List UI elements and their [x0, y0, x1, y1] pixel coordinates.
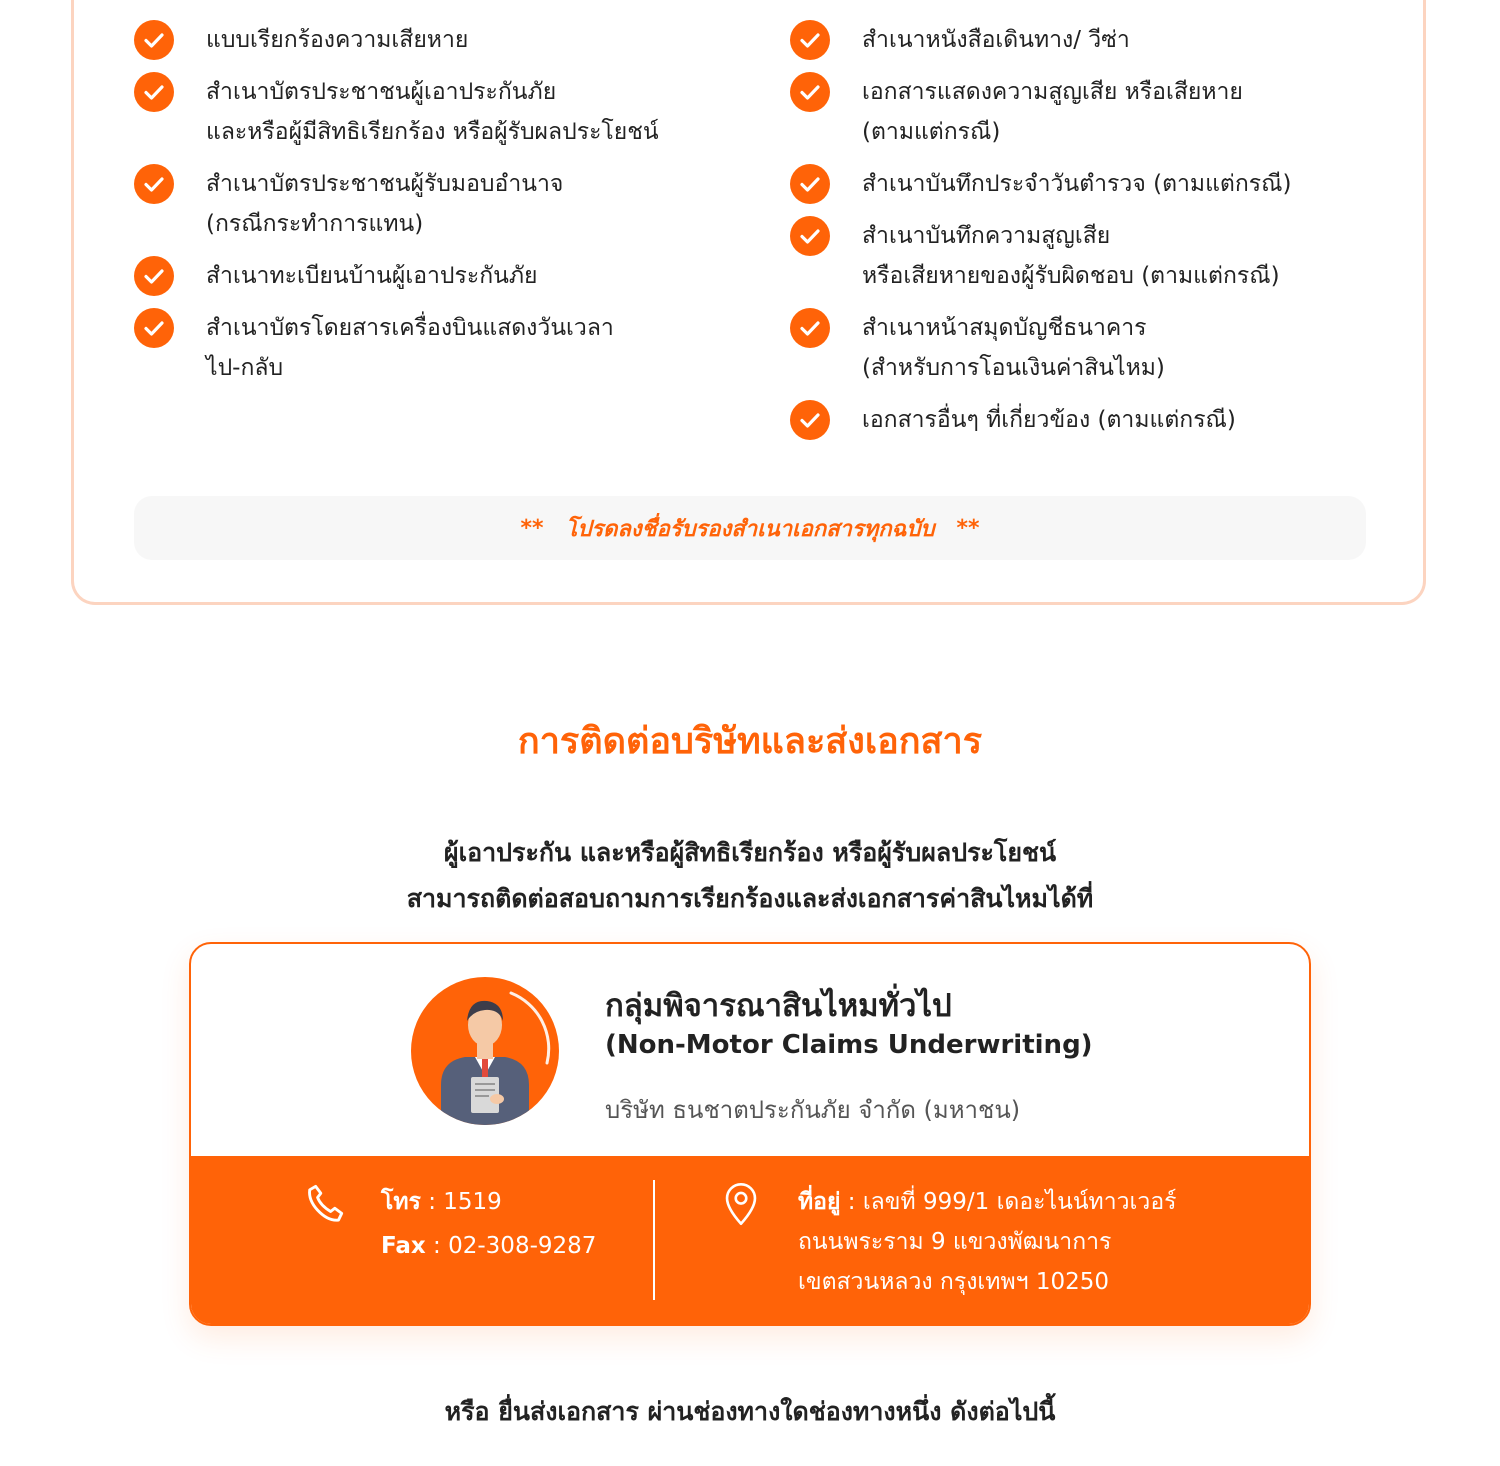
check-circle-icon	[134, 308, 174, 348]
check-circle-icon	[790, 20, 830, 60]
document-label: เอกสารแสดงความสูญเสีย หรือเสียหาย (ตามแต่กรณี)	[862, 79, 1243, 145]
fax-number: : 02-308-9287	[433, 1233, 597, 1259]
address-line-1	[798, 1182, 1176, 1222]
department-english-name: (Non-Motor Claims Underwriting)	[605, 1030, 1093, 1060]
check-circle-icon	[134, 256, 174, 296]
document-label: สำเนาบันทึกความสูญเสีย หรือเสียหายของผู้รับผิดชอบ (ตามแต่กรณี)	[862, 223, 1280, 289]
footer-instruction: หรือ ยื่นส่งเอกสาร ผ่านช่องทางใดช่องทางหนึ่ง ดังต่อไปนี้	[444, 1397, 1056, 1426]
list-item	[790, 72, 1243, 152]
list-item	[134, 256, 538, 296]
document-label: สำเนาหนังสือเดินทาง/ วีซ่า	[862, 27, 1130, 53]
address-line-3: เขตสวนหลวง กรุงเทพฯ 10250	[798, 1269, 1109, 1295]
phone-line	[381, 1182, 502, 1222]
contact-card	[189, 942, 1311, 1326]
document-label: สำเนาบัตรโดยสารเครื่องบินแสดงวันเวลา ไป-กลับ	[206, 315, 614, 381]
document-label: สำเนาบัตรประชาชนผู้รับมอบอำนาจ (กรณีกระทำการแทน)	[206, 171, 564, 237]
certify-note	[134, 496, 1366, 560]
address-line-2: ถนนพระราม 9 แขวงพัฒนาการ	[798, 1229, 1112, 1255]
list-item	[134, 72, 659, 152]
list-item	[790, 308, 1165, 388]
document-label: สำเนาหน้าสมุดบัญชีธนาคาร (สำหรับการโอนเงินค่าสินไหม)	[862, 315, 1165, 381]
list-item	[134, 164, 563, 244]
document-label: แบบเรียกร้องความเสียหาย	[206, 27, 469, 53]
list-item	[790, 164, 1291, 204]
staff-avatar-icon	[411, 977, 559, 1125]
section-title: การติดต่อบริษัทและส่งเอกสาร	[517, 721, 983, 762]
note-stars-left: **	[520, 515, 544, 541]
note-text: โปรดลงชื่อรับรองสำเนาเอกสารทุกฉบับ	[565, 516, 935, 542]
location-pin-icon	[721, 1181, 761, 1231]
check-circle-icon	[134, 72, 174, 112]
intro-line-1: ผู้เอาประกัน และหรือผู้สิทธิเรียกร้อง หรือผู้รับผลประโยชน์	[443, 838, 1057, 867]
list-item	[790, 216, 1280, 296]
address-text-1: : เลขที่ 999/1 เดอะไนน์ทาวเวอร์	[847, 1189, 1177, 1215]
check-circle-icon	[790, 164, 830, 204]
document-label: เอกสารอื่นๆ ที่เกี่ยวข้อง (ตามแต่กรณี)	[862, 407, 1236, 433]
check-circle-icon	[790, 308, 830, 348]
list-item	[790, 20, 1130, 60]
contact-info-band	[191, 1156, 1309, 1326]
document-label: สำเนาบันทึกประจำวันตำรวจ (ตามแต่กรณี)	[862, 171, 1292, 197]
phone-icon	[303, 1181, 349, 1231]
check-circle-icon	[790, 400, 830, 440]
phone-label: โทร	[381, 1189, 421, 1215]
phone-number[interactable]: : 1519	[428, 1189, 502, 1215]
check-circle-icon	[134, 20, 174, 60]
document-label: สำเนาทะเบียนบ้านผู้เอาประกันภัย	[206, 263, 538, 289]
contact-intro	[0, 830, 1500, 922]
list-item	[134, 20, 468, 60]
band-divider	[653, 1180, 655, 1300]
note-stars-right: **	[956, 515, 980, 541]
list-item	[134, 308, 614, 388]
company-name: บริษัท ธนชาตประกันภัย จำกัด (มหาชน)	[605, 1096, 1021, 1124]
address-label: ที่อยู่	[798, 1189, 841, 1215]
fax-label: Fax	[381, 1233, 426, 1259]
check-circle-icon	[134, 164, 174, 204]
intro-line-2: สามารถติดต่อสอบถามการเรียกร้องและส่งเอกสารค่าสินไหมได้ที่	[406, 884, 1094, 913]
list-item	[790, 400, 1236, 440]
document-label: สำเนาบัตรประชาชนผู้เอาประกันภัย และหรือผู้มีสิทธิเรียกร้อง หรือผู้รับผลประโยชน์	[206, 79, 659, 145]
check-circle-icon	[790, 216, 830, 256]
check-circle-icon	[790, 72, 830, 112]
department-title: กลุ่มพิจารณาสินไหมทั่วไป	[605, 988, 952, 1024]
fax-line	[381, 1226, 596, 1266]
